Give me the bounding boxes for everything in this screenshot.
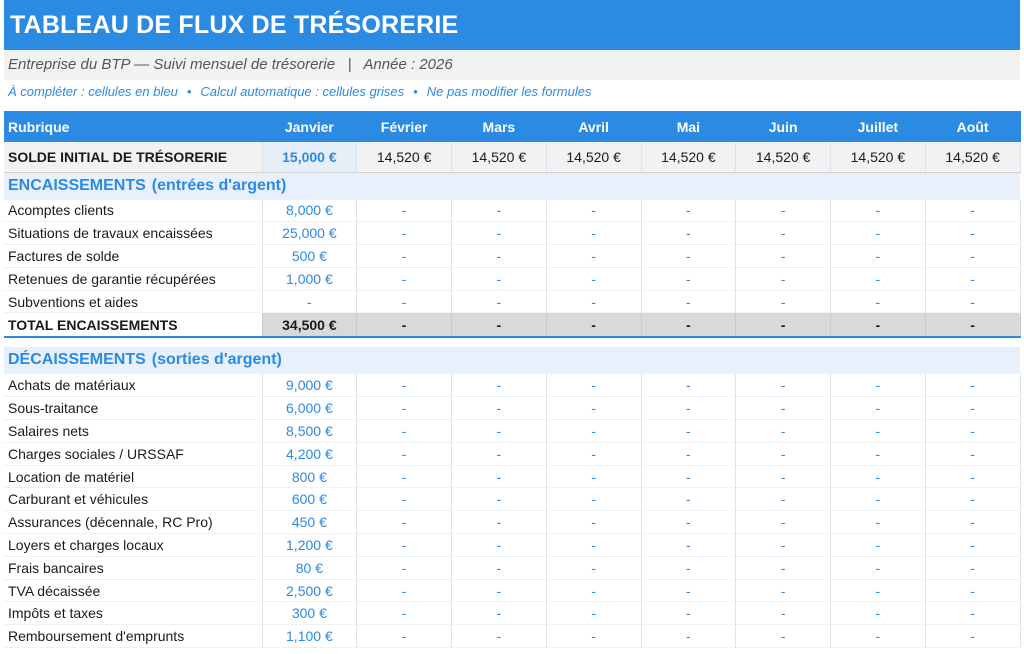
input-cell[interactable]: - [736, 420, 831, 443]
input-cell[interactable]: - [641, 245, 736, 268]
input-cell[interactable]: - [736, 374, 831, 397]
input-cell[interactable]: - [831, 442, 926, 465]
initial-balance-cell[interactable]: 14,520 € [452, 142, 547, 172]
input-cell[interactable]: - [546, 290, 641, 313]
input-cell[interactable]: 600 € [262, 488, 357, 511]
row-label[interactable]: Salaires nets [4, 420, 262, 443]
input-cell[interactable]: - [736, 511, 831, 534]
row-label[interactable]: Carburant et véhicules [4, 488, 262, 511]
input-cell[interactable]: - [357, 420, 452, 443]
input-cell[interactable]: - [546, 556, 641, 579]
sheet-title: TABLEAU DE FLUX DE TRÉSORERIE [4, 0, 1020, 50]
row-label[interactable]: TVA décaissée [4, 579, 262, 602]
input-cell[interactable]: - [546, 222, 641, 245]
input-cell[interactable]: - [357, 374, 452, 397]
input-cell[interactable]: 25,000 € [262, 222, 357, 245]
input-cell[interactable]: - [925, 199, 1020, 222]
section-title: DÉCAISSEMENTS [8, 351, 146, 369]
decaissement-row [4, 579, 1020, 602]
encaissements-section-row [4, 172, 1020, 199]
decaissement-row [4, 397, 1020, 420]
total-cell[interactable]: 34,500 € [262, 313, 357, 337]
input-cell[interactable]: 4,200 € [262, 442, 357, 465]
input-cell[interactable]: - [546, 579, 641, 602]
column-header-month[interactable]: Mai [641, 111, 736, 142]
input-cell[interactable]: - [641, 420, 736, 443]
row-label[interactable]: Loyers et charges locaux [4, 534, 262, 557]
input-cell[interactable]: - [736, 267, 831, 290]
spacer-cell [4, 337, 1020, 347]
input-cell[interactable]: - [925, 579, 1020, 602]
total-cell[interactable]: - [736, 313, 831, 337]
input-cell[interactable]: - [831, 602, 926, 625]
input-cell[interactable]: - [641, 290, 736, 313]
input-cell[interactable]: - [357, 488, 452, 511]
input-cell[interactable]: - [736, 290, 831, 313]
decaissements-section-row [4, 347, 1020, 374]
input-cell[interactable]: - [736, 222, 831, 245]
initial-balance-cell[interactable]: 14,520 € [641, 142, 736, 172]
input-cell[interactable]: - [831, 222, 926, 245]
input-cell[interactable]: - [452, 511, 547, 534]
input-cell[interactable]: - [831, 397, 926, 420]
column-header-month[interactable]: Janvier [262, 111, 357, 142]
sheet-subtitle: Entreprise du BTP — Suivi mensuel de trésorerie | Année : 2026 [4, 50, 1020, 80]
input-cell[interactable]: - [546, 511, 641, 534]
total-cell[interactable]: - [546, 313, 641, 337]
input-cell[interactable]: - [452, 465, 547, 488]
input-cell[interactable]: - [357, 602, 452, 625]
input-cell[interactable]: - [357, 397, 452, 420]
spacer-row [4, 337, 1020, 347]
input-cell[interactable]: - [452, 245, 547, 268]
total-cell[interactable]: - [357, 313, 452, 337]
input-cell[interactable]: 8,000 € [262, 199, 357, 222]
input-cell[interactable]: - [452, 374, 547, 397]
input-cell[interactable]: - [546, 267, 641, 290]
input-cell[interactable]: - [641, 511, 736, 534]
input-cell[interactable]: 300 € [262, 602, 357, 625]
decaissement-row [4, 488, 1020, 511]
input-cell[interactable]: - [736, 534, 831, 557]
row-label[interactable]: Charges sociales / URSSAF [4, 442, 262, 465]
input-cell[interactable]: - [452, 556, 547, 579]
input-cell[interactable]: - [546, 625, 641, 648]
input-cell[interactable]: - [831, 199, 926, 222]
header-row [4, 111, 1020, 142]
input-cell[interactable]: - [736, 579, 831, 602]
section-subtitle: (sorties d'argent) [151, 351, 282, 369]
input-cell[interactable]: - [357, 267, 452, 290]
row-label[interactable]: Impôts et taxes [4, 602, 262, 625]
input-cell[interactable]: - [452, 534, 547, 557]
input-cell[interactable]: - [452, 442, 547, 465]
input-cell[interactable]: - [736, 625, 831, 648]
input-cell[interactable]: - [736, 199, 831, 222]
row-label[interactable]: Assurances (décennale, RC Pro) [4, 511, 262, 534]
input-cell[interactable]: - [357, 534, 452, 557]
legend-calculated-cells: Calcul automatique : cellules grises [200, 84, 405, 99]
row-label[interactable]: Achats de matériaux [4, 374, 262, 397]
input-cell[interactable]: 1,100 € [262, 625, 357, 648]
input-cell[interactable]: - [357, 245, 452, 268]
input-cell[interactable]: - [641, 397, 736, 420]
decaissement-row [4, 625, 1020, 648]
input-cell[interactable]: - [546, 488, 641, 511]
total-encaissements-row [4, 313, 1020, 337]
input-cell[interactable]: - [831, 267, 926, 290]
initial-balance-row [4, 142, 1020, 172]
total-cell[interactable]: - [831, 313, 926, 337]
column-header-month[interactable]: Juin [736, 111, 831, 142]
input-cell[interactable]: - [452, 290, 547, 313]
input-cell[interactable]: - [641, 222, 736, 245]
input-cell[interactable]: - [925, 556, 1020, 579]
input-cell[interactable]: 450 € [262, 511, 357, 534]
row-label[interactable]: Subventions et aides [4, 290, 262, 313]
input-cell[interactable]: - [831, 511, 926, 534]
input-cell[interactable]: - [641, 267, 736, 290]
decaissement-row [4, 442, 1020, 465]
input-cell[interactable]: - [925, 602, 1020, 625]
input-cell[interactable]: - [546, 602, 641, 625]
input-cell[interactable]: - [641, 199, 736, 222]
input-cell[interactable]: 6,000 € [262, 397, 357, 420]
input-cell[interactable]: - [925, 488, 1020, 511]
input-cell[interactable]: - [736, 602, 831, 625]
encaissement-row [4, 290, 1020, 313]
total-cell[interactable]: - [925, 313, 1020, 337]
input-cell[interactable]: 8,500 € [262, 420, 357, 443]
section-title: ENCAISSEMENTS [8, 176, 146, 194]
input-cell[interactable]: 2,500 € [262, 579, 357, 602]
input-cell[interactable]: - [641, 488, 736, 511]
input-cell[interactable]: - [831, 625, 926, 648]
section-subtitle: (entrées d'argent) [151, 176, 287, 194]
cashflow-table [4, 111, 1021, 648]
input-cell[interactable]: - [831, 420, 926, 443]
input-cell[interactable]: - [925, 374, 1020, 397]
input-cell[interactable]: - [831, 488, 926, 511]
decaissement-row [4, 374, 1020, 397]
input-cell[interactable]: - [831, 374, 926, 397]
column-header-month[interactable]: Août [925, 111, 1020, 142]
input-cell[interactable]: - [736, 245, 831, 268]
input-cell[interactable]: - [452, 625, 547, 648]
input-cell[interactable]: - [736, 465, 831, 488]
input-cell[interactable]: - [641, 534, 736, 557]
decaissement-row [4, 511, 1020, 534]
initial-balance-cell[interactable]: 14,520 € [831, 142, 926, 172]
decaissement-row [4, 420, 1020, 443]
decaissement-row [4, 556, 1020, 579]
input-cell[interactable]: - [641, 579, 736, 602]
row-label[interactable]: Retenues de garantie récupérées [4, 267, 262, 290]
decaissement-row [4, 534, 1020, 557]
input-cell[interactable]: - [831, 534, 926, 557]
initial-balance-cell[interactable]: 14,520 € [736, 142, 831, 172]
row-label[interactable]: Acomptes clients [4, 199, 262, 222]
encaissement-row [4, 199, 1020, 222]
legend-input-cells: À compléter : cellules en bleu [8, 84, 178, 99]
column-header-month[interactable]: Mars [452, 111, 547, 142]
input-cell[interactable]: - [546, 420, 641, 443]
input-cell[interactable]: - [736, 442, 831, 465]
input-cell[interactable]: - [357, 222, 452, 245]
section-header [4, 172, 1020, 199]
encaissement-row [4, 267, 1020, 290]
input-cell[interactable]: 500 € [262, 245, 357, 268]
input-cell[interactable]: - [357, 511, 452, 534]
input-cell[interactable]: - [925, 290, 1020, 313]
input-cell[interactable]: - [831, 245, 926, 268]
input-cell[interactable]: - [831, 290, 926, 313]
input-cell[interactable]: - [262, 290, 357, 313]
column-header-rubrique[interactable]: Rubrique [4, 111, 262, 142]
initial-balance-cell[interactable]: 15,000 € [262, 142, 357, 172]
input-cell[interactable]: - [546, 374, 641, 397]
total-cell[interactable]: - [452, 313, 547, 337]
input-cell[interactable]: 1,200 € [262, 534, 357, 557]
legend-formulas-note: Ne pas modifier les formules [426, 84, 592, 99]
input-cell[interactable]: - [546, 245, 641, 268]
input-cell[interactable]: - [641, 602, 736, 625]
input-cell[interactable]: - [736, 556, 831, 579]
section-header [4, 347, 1020, 374]
input-cell[interactable]: - [357, 625, 452, 648]
input-cell[interactable]: - [452, 199, 547, 222]
input-cell[interactable]: - [357, 199, 452, 222]
input-cell[interactable]: - [925, 245, 1020, 268]
input-cell[interactable]: - [736, 397, 831, 420]
input-cell[interactable]: - [925, 625, 1020, 648]
input-cell[interactable]: - [357, 442, 452, 465]
legend-separator: • [186, 84, 192, 99]
encaissement-row [4, 222, 1020, 245]
input-cell[interactable]: - [831, 465, 926, 488]
input-cell[interactable]: - [925, 442, 1020, 465]
input-cell[interactable]: - [357, 290, 452, 313]
input-cell[interactable]: - [736, 488, 831, 511]
total-cell[interactable]: - [641, 313, 736, 337]
input-cell[interactable]: - [641, 374, 736, 397]
input-cell[interactable]: - [641, 625, 736, 648]
input-cell[interactable]: - [641, 442, 736, 465]
initial-balance-cell[interactable]: 14,520 € [357, 142, 452, 172]
input-cell[interactable]: - [925, 511, 1020, 534]
input-cell[interactable]: - [925, 420, 1020, 443]
input-cell[interactable]: - [452, 267, 547, 290]
input-cell[interactable]: - [546, 442, 641, 465]
input-cell[interactable]: 9,000 € [262, 374, 357, 397]
input-cell[interactable]: - [452, 488, 547, 511]
input-cell[interactable]: - [925, 222, 1020, 245]
column-header-month[interactable]: Février [357, 111, 452, 142]
input-cell[interactable]: - [357, 465, 452, 488]
decaissement-row [4, 465, 1020, 488]
row-label[interactable]: Sous-traitance [4, 397, 262, 420]
input-cell[interactable]: - [452, 222, 547, 245]
input-cell[interactable]: - [925, 397, 1020, 420]
input-cell[interactable]: - [925, 267, 1020, 290]
row-label[interactable]: Situations de travaux encaissées [4, 222, 262, 245]
input-cell[interactable]: - [546, 465, 641, 488]
initial-balance-cell[interactable]: 14,520 € [925, 142, 1020, 172]
legend [4, 80, 1020, 110]
input-cell[interactable]: 1,000 € [262, 267, 357, 290]
legend-separator: • [413, 84, 418, 99]
input-cell[interactable]: 80 € [262, 556, 357, 579]
input-cell[interactable]: - [831, 556, 926, 579]
input-cell[interactable]: - [452, 420, 547, 443]
input-cell[interactable]: - [641, 465, 736, 488]
input-cell[interactable]: - [452, 579, 547, 602]
input-cell[interactable]: - [925, 534, 1020, 557]
initial-balance-cell[interactable]: 14,520 € [546, 142, 641, 172]
input-cell[interactable]: - [546, 397, 641, 420]
decaissement-row [4, 602, 1020, 625]
row-label[interactable]: Remboursement d'emprunts [4, 625, 262, 648]
column-header-month[interactable]: Juillet [831, 111, 926, 142]
row-label[interactable]: Frais bancaires [4, 556, 262, 579]
input-cell[interactable]: - [831, 579, 926, 602]
initial-balance-label[interactable]: SOLDE INITIAL DE TRÉSORERIE [4, 142, 262, 172]
input-cell[interactable]: - [546, 199, 641, 222]
input-cell[interactable]: - [925, 465, 1020, 488]
input-cell[interactable]: - [452, 602, 547, 625]
input-cell[interactable]: 800 € [262, 465, 357, 488]
input-cell[interactable]: - [452, 397, 547, 420]
input-cell[interactable]: - [357, 556, 452, 579]
input-cell[interactable]: - [546, 534, 641, 557]
encaissement-row [4, 245, 1020, 268]
row-label[interactable]: Location de matériel [4, 465, 262, 488]
row-label[interactable]: Factures de solde [4, 245, 262, 268]
input-cell[interactable]: - [357, 579, 452, 602]
column-header-month[interactable]: Avril [546, 111, 641, 142]
input-cell[interactable]: - [641, 556, 736, 579]
total-label[interactable]: TOTAL ENCAISSEMENTS [4, 313, 262, 337]
